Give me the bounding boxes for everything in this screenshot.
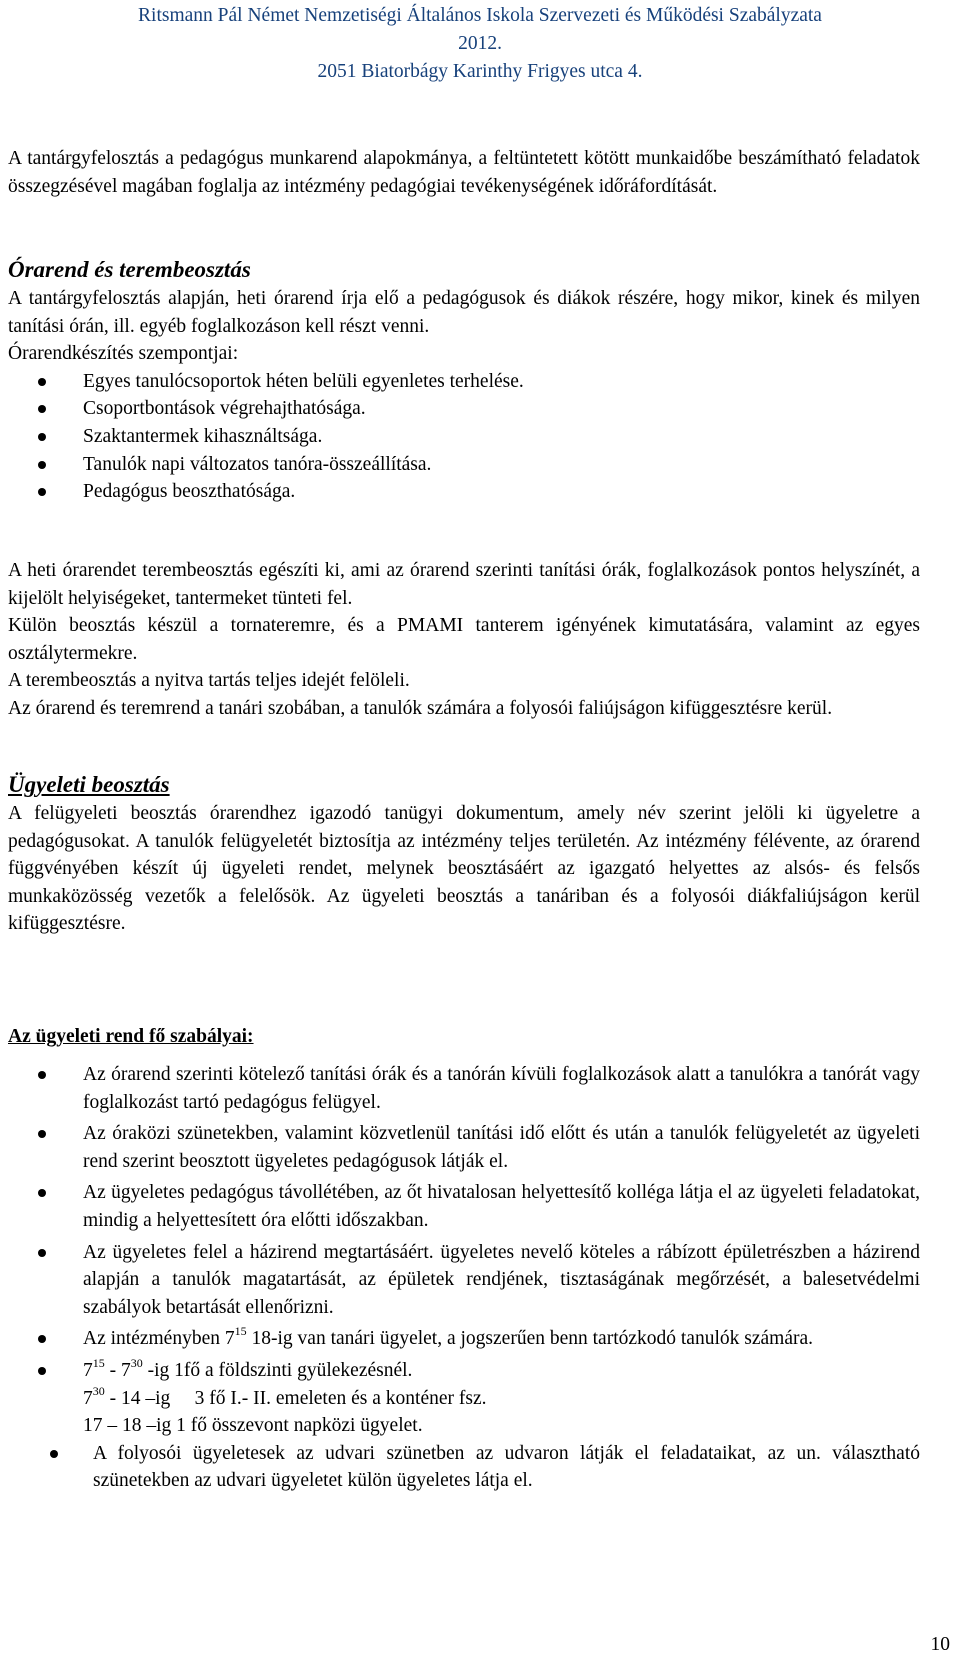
list-item: Csoportbontások végrehajthatósága. xyxy=(8,395,920,423)
bullet-icon xyxy=(50,1450,58,1458)
list-item: $7^{15} - 7^{30}$ -ig 1fő a földszinti gyülekezésnél. xyxy=(8,1357,920,1385)
section-heading-rules: Az ügyeleti rend fő szabályai: xyxy=(8,1026,254,1047)
criteria-list xyxy=(8,368,920,506)
bullet-icon xyxy=(38,461,46,469)
page-number: 10 xyxy=(930,1634,950,1655)
bullet-icon xyxy=(38,378,46,386)
list-item: Az óraközi szünetekben, valamint közvetlenül tanítási idő előtt és után a tanulók felügyeletét az ügyeleti rend szerint beosztott ügyeletes pedagógusok látják el. xyxy=(8,1120,920,1175)
list-item: Szaktantermek kihasználtsága. xyxy=(8,423,920,451)
bullet-icon xyxy=(38,1367,46,1375)
list-item: Pedagógus beoszthatósága. xyxy=(8,478,920,506)
orarend-details xyxy=(8,557,920,723)
section-heading-orarend: Órarend és terembeosztás xyxy=(8,257,251,282)
rules-list xyxy=(8,1061,920,1495)
intro-paragraph: A tantárgyfelosztás a pedagógus munkarend alapokmánya, a feltüntetett kötött munkaidőbe beszámítható feladatok összegzésével magában foglalja az intézmény pedagógiai tevékenységének időráfordítását. xyxy=(8,148,920,197)
orarend-paragraph-4: A terembeosztás a nyitva tartás teljes idejét felöleli. xyxy=(8,670,410,692)
ugyelet-section xyxy=(8,770,920,938)
orarend-paragraph-5: Az órarend és teremrend a tanári szobában, a tanulók számára a folyosói faliújságon kifüggesztésre kerül. xyxy=(8,697,833,719)
bullet-icon xyxy=(38,1335,46,1343)
orarend-section xyxy=(8,255,920,506)
list-item: Az órarend szerinti kötelező tanítási órák és a tanórán kívüli foglalkozások alatt a tanulókra a tanórát vagy foglalkozást tartó pedagógus felügyel. xyxy=(8,1061,920,1116)
bullet-icon xyxy=(38,1071,46,1079)
page-header xyxy=(0,2,960,86)
ugyelet-paragraph: A felügyeleti beosztás órarendhez igazodó tanügyi dokumentum, amely név szerint jelöli ki ügyeletre a pedagógusokat. A tanulók felügyeletét biztosítja az intézmény teljes területén. Az intézmény félévente, az órarend függvényében készít új ügyeleti rendet, melynek beosztásáért az igazgató helyettes az alsós- és felsős munkaközösség vezetők a felelősök. Az ügyeleti beosztás a tanáriban és a folyosói diákfaliújságon kerül kifüggesztésre. xyxy=(8,803,920,935)
criteria-label: Órarendkészítés szempontjai: xyxy=(8,343,239,365)
bullet-icon xyxy=(38,405,46,413)
list-item: Tanulók napi változatos tanóra-összeállítása. xyxy=(8,451,920,479)
list-item: Egyes tanulócsoportok héten belüli egyenletes terhelése. xyxy=(8,368,920,396)
bullet-icon xyxy=(38,1130,46,1138)
list-line: $7^{30} - 14$ –ig 3 fő I.- II. emeleten és a konténer fsz. xyxy=(83,1383,487,1409)
header-title: Ritsmann Pál Német Nemzetiségi Általános Iskola Szervezeti és Működési Szabályzata xyxy=(138,5,822,26)
header-address: 2051 Biatorbágy Karinthy Frigyes utca 4. xyxy=(317,61,643,82)
list-item: Az intézményben $7^{15}$ 18-ig van tanári ügyelet, a jogszerűen benn tartózkodó tanulók számára. xyxy=(8,1325,920,1353)
list-line: 17 – 18 –ig 1 fő összevont napközi ügyelet. xyxy=(83,1415,423,1437)
section-heading-ugyelet: Ügyeleti beosztás xyxy=(8,772,170,797)
list-item: Az ügyeletes felel a házirend megtartásáért. ügyeletes nevelő köteles a rábízott épületrészben a házirend alapján a tanulók magatartását, az épületek rendjének, tisztaságának megőrzését, a balesetvédelmi szabályok betartását ellenőrizni. xyxy=(8,1239,920,1322)
orarend-paragraph-1: A tantárgyfelosztás alapján, heti órarend írja elő a pedagógusok és diákok részére, hogy mikor, kinek és milyen tanítási órán, ill. egyéb foglalkozáson kell részt venni. xyxy=(8,288,920,337)
orarend-paragraph-2: A heti órarendet terembeosztás egészíti ki, ami az órarend szerinti tanítási órák, foglalkozások pontos helyszínét, a kijelölt helyiségeket, tantermeket tünteti fel. xyxy=(8,560,920,609)
orarend-paragraph-3: Külön beosztás készül a tornateremre, és a PMAMI tanterem igényének kimutatására, valamint az egyes osztálytermekre. xyxy=(8,615,920,664)
bullet-icon xyxy=(38,488,46,496)
header-year: 2012. xyxy=(458,33,502,54)
list-item: Az ügyeletes pedagógus távollétében, az őt hivatalosan helyettesítő kollégа látja el az ügyeleti feladatokat, mindig a helyettesített óra előtti időszakban. xyxy=(8,1179,920,1234)
list-item: A folyosói ügyeletesek az udvari szünetben az udvaron látják el feladataikat, az un. választható szünetekben az udvari ügyeletet külön ügyeletes látja el. xyxy=(8,1440,920,1495)
rules-section xyxy=(8,1023,920,1495)
bullet-icon xyxy=(38,1249,46,1257)
bullet-icon xyxy=(38,1189,46,1197)
bullet-icon xyxy=(38,433,46,441)
